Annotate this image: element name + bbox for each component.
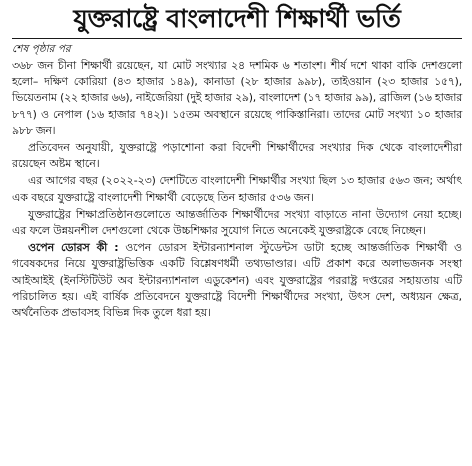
article-paragraph: এর আগের বছর (২০২২-২৩) দেশটিতে বাংলাদেশী শিক্ষার্থীর সংখ্যা ছিল ১৩ হাজার ৫৬৩ জন; অর্থাৎ এক বছরে যুক্তরাষ্ট্রে বাংলাদেশী শিক্ষার্থী বেড়েছে তিন হাজার ৫৩৬ জন। xyxy=(12,174,462,204)
headline-rule xyxy=(12,38,462,39)
article-paragraph: ৩৬৮ জন চীনা শিক্ষার্থী রয়েছেন, যা মোট সংখ্যার ২৪ দশমিক ৬ শতাংশ। শীর্ষ দশে থাকা বাকি দেশগুলো হলো– দক্ষিণ কোরিয়া (৪৩ হাজার ১৪৯), কানাডা (২৮ হাজার ৯৯৮), তাইওয়ান (২৩ হাজার ১৫৭), ভিয়েতনাম (২২ হাজার ৬৬), নাইজেরিয়া (দুই হাজার ২৯), বাংলাদেশ (১৭ হাজার ৯৯), ব্রাজিল (১৬ হাজার ৮৭৭) ও নেপাল (১৬ হাজার ৭৪২)। ১৫তম অবস্থানে রয়েছে পাকিস্তানিরা। তাদের মোট সংখ্যা ১০ হাজার ৯৮৮ জন। xyxy=(12,59,462,137)
section-text: ওপেন ডোরস ইন্টারন্যাশনাল স্টুডেন্টস ডাটা হচ্ছে আন্তর্জাতিক শিক্ষার্থী ও গবেষকদের নিয়ে যুক্তরাষ্ট্রভিত্তিক একটি বিশ্লেষণধর্মী তথ্যভাণ্ডার। এটি প্রকাশ করে অলাভজনক সংস্থা আইআইই (ইনস্টিটিউট অব ইন্টারন্যাশনাল এডুকেশন) এবং যুক্তরাষ্ট্রের পররাষ্ট্র দপ্তরের সহায়তায় এটি পরিচালিত হয়। এই বার্ষিক প্রতিবেদনে যুক্তরাষ্ট্রে বিদেশী শিক্ষার্থীদের সংখ্যা, উৎস দেশ, অধ্যয়ন ক্ষেত্র, অর্থনৈতিক প্রভাবসহ বিভিন্ন দিক তুলে ধরা হয়। xyxy=(12,241,462,320)
continued-from-label: শেষ পৃষ্ঠার পর xyxy=(12,43,71,55)
article-headline: যুক্তরাষ্ট্রে বাংলাদেশী শিক্ষার্থী ভর্তি xyxy=(73,4,401,33)
article-paragraph: যুক্তরাষ্ট্রের শিক্ষাপ্রতিষ্ঠানগুলোতে আন্তর্জাতিক শিক্ষার্থীদের সংখ্যা বাড়াতে নানা উদ্যোগ নেয়া হচ্ছে। এর ফলে উন্নয়নশীল দেশগুলো থেকে উচ্চশিক্ষার সুযোগ নিতে অনেকেই যুক্তরাষ্ট্রকে বেছে নিচ্ছেন। xyxy=(12,207,462,238)
article-paragraph xyxy=(12,240,462,321)
article-paragraph: প্রতিবেদন অনুযায়ী, যুক্তরাষ্ট্রে পড়াশোনা করা বিদেশী শিক্ষার্থীদের সংখ্যার দিক থেকে বাংলাদেশীরা রয়েছেন অষ্টম স্থানে। xyxy=(12,141,462,171)
section-lead: ওপেন ডোরস কী : xyxy=(28,241,119,255)
